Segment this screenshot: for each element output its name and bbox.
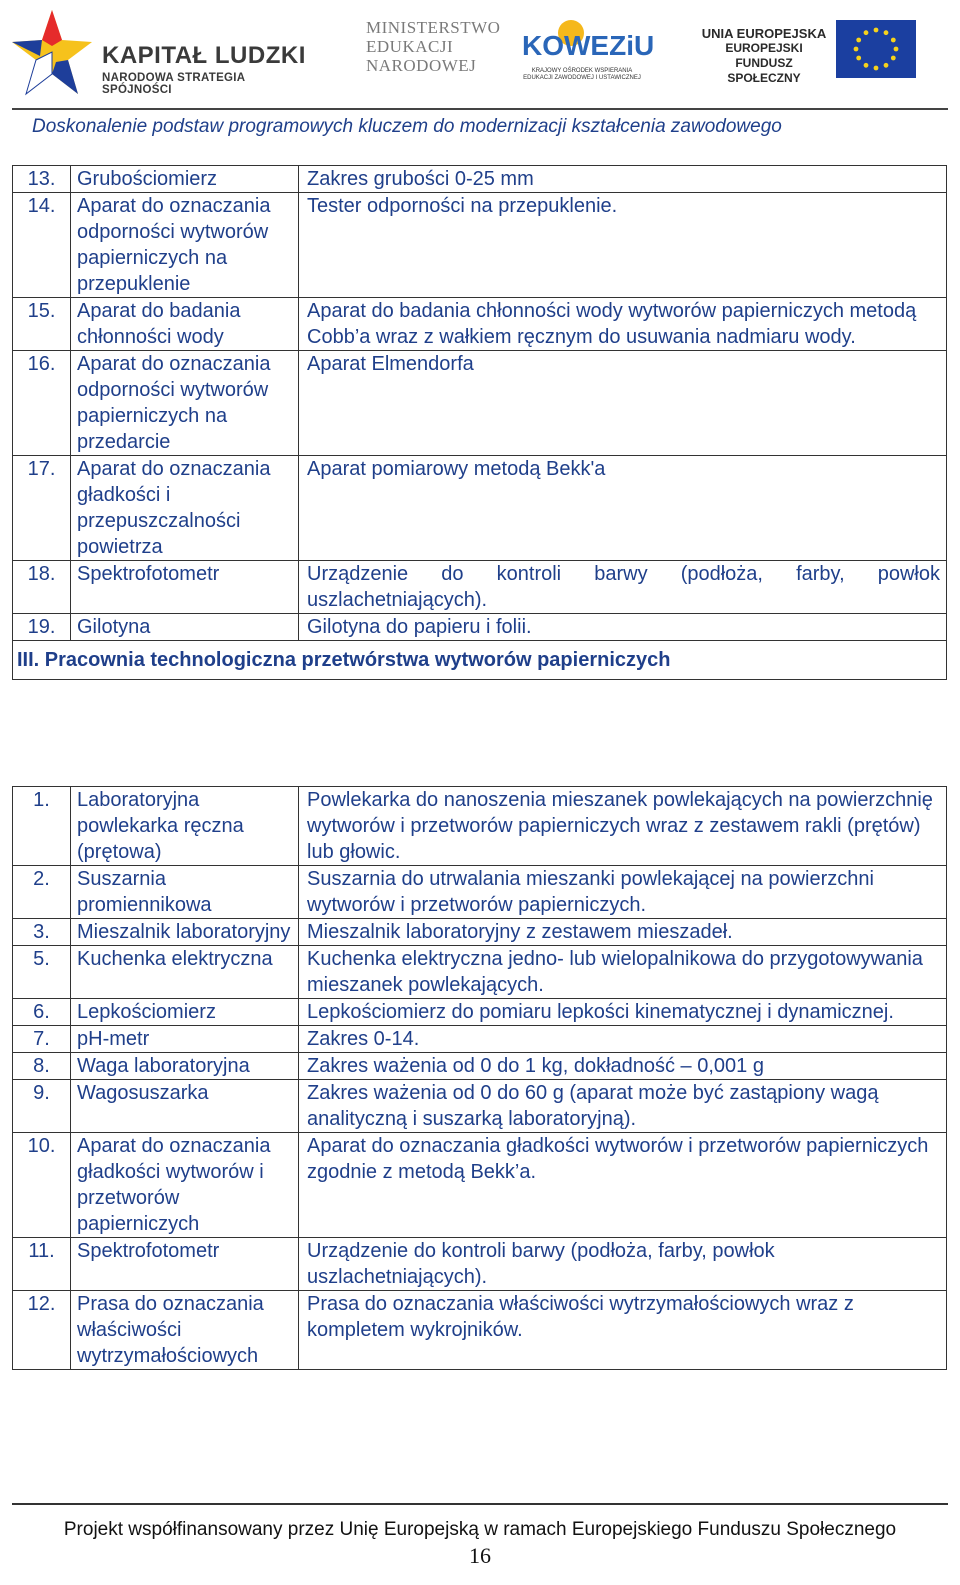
row-number: 18.: [13, 561, 71, 614]
equipment-description: Aparat pomiarowy metodą Bekk'a: [299, 456, 947, 561]
equipment-name: Suszarnia promiennikowa: [71, 866, 299, 919]
table-row: [13, 919, 947, 946]
equipment-description: Urządzenie do kontroli barwy (podłoża, farby, powłok uszlachetniających).: [299, 561, 947, 614]
section-title: III. Pracownia technologiczna przetwórstwa wytworów papierniczych: [13, 641, 947, 680]
equipment-description: Zakres 0-14.: [299, 1026, 947, 1053]
row-number: 12.: [13, 1291, 71, 1370]
ministerstwo-logo: [366, 18, 500, 75]
footer-divider: [12, 1503, 948, 1505]
equipment-name: Grubościomierz: [71, 166, 299, 193]
koweziu-sub1: KRAJOWY OŚRODEK WSPIERANIA: [531, 68, 633, 74]
row-number: 8.: [13, 1053, 71, 1080]
equipment-description: Zakres ważenia od 0 do 1 kg, dokładność – 0,001 g: [299, 1053, 947, 1080]
equipment-description: Aparat Elmendorfa: [299, 351, 947, 456]
koweziu-sub2: EDUKACJI ZAWODOWEJ I USTAWICZNEJ: [523, 75, 641, 81]
table-row: [13, 1080, 947, 1133]
eu-flag-icon: [836, 20, 916, 78]
equipment-table-2: [12, 786, 947, 1370]
equipment-name: Lepkościomierz: [71, 999, 299, 1026]
table-row: [13, 614, 947, 641]
equipment-name: Aparat do oznaczania gładkości i przepuszczalności powietrza: [71, 456, 299, 561]
row-number: 2.: [13, 866, 71, 919]
row-number: 6.: [13, 999, 71, 1026]
equipment-description: Tester odporności na przepuklenie.: [299, 193, 947, 298]
ministerstwo-line3: NARODOWEJ: [366, 56, 477, 75]
row-number: 9.: [13, 1080, 71, 1133]
row-number: 13.: [13, 166, 71, 193]
equipment-name: Spektrofotometr: [71, 561, 299, 614]
table-row: [13, 193, 947, 298]
equipment-description: Lepkościomierz do pomiaru lepkości kinematycznej i dynamicznej.: [299, 999, 947, 1026]
table-row: [13, 1291, 947, 1370]
table-row: [13, 1238, 947, 1291]
equipment-name: Mieszalnik laboratoryjny: [71, 919, 299, 946]
ministerstwo-line1: MINISTERSTWO: [366, 18, 501, 37]
equipment-description: Suszarnia do utrwalania mieszanki powlekającej na powierzchni wytworów i przetworów papierniczych.: [299, 866, 947, 919]
table-row: [13, 866, 947, 919]
row-number: 1.: [13, 787, 71, 866]
ue-line3: FUNDUSZ SPOŁECZNY: [727, 56, 801, 85]
section-heading-row: [13, 641, 947, 680]
equipment-description: Urządzenie do kontroli barwy (podłoża, farby, powłok uszlachetniających).: [299, 1238, 947, 1291]
equipment-name: Gilotyna: [71, 614, 299, 641]
row-number: 14.: [13, 193, 71, 298]
equipment-table-2-body: [13, 787, 947, 1370]
footer-text: Projekt współfinansowany przez Unię Europejską w ramach Europejskiego Funduszu Społecznego: [63, 1519, 897, 1540]
table-row: [13, 999, 947, 1026]
koweziu-logo: [522, 16, 655, 82]
kapital-ludzki-logo: [10, 6, 310, 102]
equipment-name: Spektrofotometr: [71, 1238, 299, 1291]
header-tagline: Doskonalenie podstaw programowych kluczem do modernizacji kształcenia zawodowego: [32, 116, 782, 137]
equipment-name: Aparat do oznaczania gładkości wytworów i przetworów papierniczych: [71, 1133, 299, 1238]
row-number: 19.: [13, 614, 71, 641]
table-row: [13, 946, 947, 999]
table-row: [13, 298, 947, 351]
table-row: [13, 351, 947, 456]
equipment-name: Kuchenka elektryczna: [71, 946, 299, 999]
koweziu-subtitle: [522, 68, 642, 82]
equipment-description: Zakres grubości 0-25 mm: [299, 166, 947, 193]
kapital-ludzki-subtitle: NARODOWA STRATEGIA SPÓJNOŚCI: [102, 72, 245, 96]
unia-europejska-text: [700, 26, 828, 86]
ue-line2: EUROPEJSKI: [725, 41, 803, 55]
kapital-ludzki-star-icon: [10, 6, 94, 102]
equipment-table-1: [12, 165, 947, 680]
equipment-description: Gilotyna do papieru i folii.: [299, 614, 947, 641]
kapital-ludzki-title: KAPITAŁ LUDZKI: [102, 42, 306, 69]
equipment-name: Laboratoryjna powlekarka ręczna (prętowa): [71, 787, 299, 866]
unia-europejska-logo: [700, 26, 950, 85]
row-number: 5.: [13, 946, 71, 999]
equipment-name: Aparat do badania chłonności wody: [71, 298, 299, 351]
equipment-name: pH-metr: [71, 1026, 299, 1053]
row-number: 17.: [13, 456, 71, 561]
table-row: [13, 1053, 947, 1080]
table-row: [13, 166, 947, 193]
page-number: 16: [469, 1543, 491, 1568]
table-row: [13, 787, 947, 866]
equipment-description: Mieszalnik laboratoryjny z zestawem mieszadeł.: [299, 919, 947, 946]
equipment-name: Aparat do oznaczania odporności wytworów papierniczych na przedarcie: [71, 351, 299, 456]
ministerstwo-line2: EDUKACJI: [366, 37, 454, 56]
equipment-description: Aparat do badania chłonności wody wytworów papierniczych metodą Cobb’a wraz z wałkiem ręcznym do usuwania nadmiaru wody.: [299, 298, 947, 351]
table-row: [13, 561, 947, 614]
table-row: [13, 1133, 947, 1238]
equipment-table-1-body: [13, 166, 947, 680]
row-number: 3.: [13, 919, 71, 946]
table-row: [13, 1026, 947, 1053]
row-number: 15.: [13, 298, 71, 351]
row-number: 11.: [13, 1238, 71, 1291]
table-row: [13, 456, 947, 561]
page-header: [0, 0, 960, 137]
equipment-name: Waga laboratoryjna: [71, 1053, 299, 1080]
row-number: 7.: [13, 1026, 71, 1053]
row-number: 10.: [13, 1133, 71, 1238]
ue-line1: UNIA EUROPEJSKA: [701, 26, 827, 41]
header-divider: [12, 108, 948, 110]
equipment-description: Aparat do oznaczania gładkości wytworów i przetworów papierniczych zgodnie z metodą Bekk’a.: [299, 1133, 947, 1238]
row-number: 16.: [13, 351, 71, 456]
equipment-description: Zakres ważenia od 0 do 60 g (aparat może być zastąpiony wagą analityczną i suszarką laboratoryjną).: [299, 1080, 947, 1133]
equipment-description: Prasa do oznaczania właściwości wytrzymałościowych wraz z kompletem wykrojników.: [299, 1291, 947, 1370]
equipment-name: Wagosuszarka: [71, 1080, 299, 1133]
equipment-description: Powlekarka do nanoszenia mieszanek powlekających na powierzchnię wytworów i przetworów papierniczych wraz z zestawem rakli (prętów) lub głowic.: [299, 787, 947, 866]
equipment-description: Kuchenka elektryczna jedno- lub wielopalnikowa do przygotowywania mieszanek powlekających.: [299, 946, 947, 999]
koweziu-wordmark: KOWEZiU: [522, 30, 655, 61]
equipment-name: Prasa do oznaczania właściwości wytrzymałościowych: [71, 1291, 299, 1370]
equipment-name: Aparat do oznaczania odporności wytworów papierniczych na przepuklenie: [71, 193, 299, 298]
